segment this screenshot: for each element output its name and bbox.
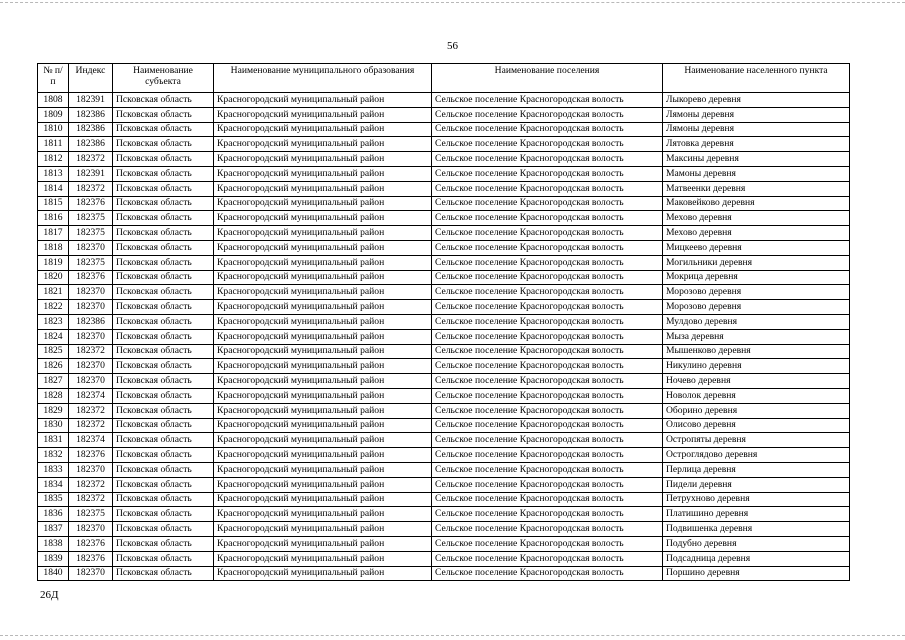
header-subject: Наименование субъекта — [113, 64, 214, 93]
cell-municipality: Красногородский муниципальный район — [214, 93, 432, 108]
cell-settlement: Сельское поселение Красногородская волость — [432, 196, 663, 211]
table-row — [38, 433, 850, 448]
cell-num: 1826 — [38, 359, 69, 374]
cell-locality: Поршино деревня — [663, 566, 850, 581]
header-index: Индекс — [69, 64, 113, 93]
cell-settlement: Сельское поселение Красногородская волость — [432, 388, 663, 403]
cell-settlement: Сельское поселение Красногородская волость — [432, 122, 663, 137]
cell-municipality: Красногородский муниципальный район — [214, 152, 432, 167]
cell-subject: Псковская область — [113, 211, 214, 226]
cell-settlement: Сельское поселение Красногородская волость — [432, 507, 663, 522]
cell-settlement: Сельское поселение Красногородская волость — [432, 433, 663, 448]
cell-subject: Псковская область — [113, 196, 214, 211]
locality-registry-table — [37, 63, 850, 581]
table-row — [38, 329, 850, 344]
cell-municipality: Красногородский муниципальный район — [214, 433, 432, 448]
cell-municipality: Красногородский муниципальный район — [214, 477, 432, 492]
cell-num: 1810 — [38, 122, 69, 137]
cell-index: 182372 — [69, 344, 113, 359]
cell-settlement: Сельское поселение Красногородская волость — [432, 359, 663, 374]
cell-index: 182375 — [69, 507, 113, 522]
cell-num: 1838 — [38, 536, 69, 551]
cell-index: 182370 — [69, 566, 113, 581]
cell-municipality: Красногородский муниципальный район — [214, 107, 432, 122]
table-row — [38, 359, 850, 374]
cell-locality: Остроглядово деревня — [663, 448, 850, 463]
header-municipality: Наименование муниципального образования — [214, 64, 432, 93]
cell-num: 1832 — [38, 448, 69, 463]
table-row — [38, 166, 850, 181]
cell-settlement: Сельское поселение Красногородская волость — [432, 314, 663, 329]
cell-municipality: Красногородский муниципальный район — [214, 448, 432, 463]
cell-subject: Псковская область — [113, 566, 214, 581]
cell-subject: Псковская область — [113, 448, 214, 463]
cell-settlement: Сельское поселение Красногородская волость — [432, 329, 663, 344]
cell-num: 1839 — [38, 551, 69, 566]
cell-index: 182372 — [69, 403, 113, 418]
cell-municipality: Красногородский муниципальный район — [214, 507, 432, 522]
table-row — [38, 226, 850, 241]
cell-index: 182370 — [69, 329, 113, 344]
table-row — [38, 270, 850, 285]
cell-num: 1830 — [38, 418, 69, 433]
cell-index: 182372 — [69, 418, 113, 433]
cell-subject: Псковская область — [113, 388, 214, 403]
cell-index: 182372 — [69, 492, 113, 507]
cell-municipality: Красногородский муниципальный район — [214, 300, 432, 315]
cell-locality: Платишино деревня — [663, 507, 850, 522]
cell-municipality: Красногородский муниципальный район — [214, 181, 432, 196]
cell-municipality: Красногородский муниципальный район — [214, 566, 432, 581]
cell-municipality: Красногородский муниципальный район — [214, 166, 432, 181]
cell-num: 1808 — [38, 93, 69, 108]
cell-subject: Псковская область — [113, 492, 214, 507]
header-row — [38, 64, 850, 93]
cell-subject: Псковская область — [113, 122, 214, 137]
cell-index: 182370 — [69, 462, 113, 477]
cell-num: 1823 — [38, 314, 69, 329]
page-number: 56 — [447, 40, 458, 52]
cell-subject: Псковская область — [113, 374, 214, 389]
cell-settlement: Сельское поселение Красногородская волость — [432, 152, 663, 167]
cell-subject: Псковская область — [113, 314, 214, 329]
cell-subject: Псковская область — [113, 344, 214, 359]
cell-locality: Петрухново деревня — [663, 492, 850, 507]
cell-subject: Псковская область — [113, 477, 214, 492]
cell-index: 182386 — [69, 122, 113, 137]
cell-settlement: Сельское поселение Красногородская волость — [432, 551, 663, 566]
cell-subject: Псковская область — [113, 433, 214, 448]
cell-locality: Мехово деревня — [663, 226, 850, 241]
cell-num: 1809 — [38, 107, 69, 122]
table-row — [38, 314, 850, 329]
cell-num: 1825 — [38, 344, 69, 359]
cell-settlement: Сельское поселение Красногородская волость — [432, 374, 663, 389]
cell-index: 182374 — [69, 433, 113, 448]
table-row — [38, 122, 850, 137]
cell-municipality: Красногородский муниципальный район — [214, 492, 432, 507]
cell-settlement: Сельское поселение Красногородская волость — [432, 403, 663, 418]
table-row — [38, 388, 850, 403]
cell-subject: Псковская область — [113, 137, 214, 152]
cell-num: 1815 — [38, 196, 69, 211]
cell-municipality: Красногородский муниципальный район — [214, 226, 432, 241]
cell-num: 1836 — [38, 507, 69, 522]
table-row — [38, 93, 850, 108]
cell-municipality: Красногородский муниципальный район — [214, 359, 432, 374]
cell-municipality: Красногородский муниципальный район — [214, 137, 432, 152]
cell-locality: Морозово деревня — [663, 285, 850, 300]
cell-locality: Мыза деревня — [663, 329, 850, 344]
cell-index: 182374 — [69, 388, 113, 403]
table-row — [38, 374, 850, 389]
cell-locality: Лямоны деревня — [663, 107, 850, 122]
cell-index: 182375 — [69, 255, 113, 270]
cell-locality: Перлица деревня — [663, 462, 850, 477]
table-row — [38, 462, 850, 477]
cell-index: 182372 — [69, 181, 113, 196]
cell-index: 182375 — [69, 226, 113, 241]
cell-index: 182370 — [69, 240, 113, 255]
cell-index: 182391 — [69, 166, 113, 181]
table-row — [38, 536, 850, 551]
cell-subject: Псковская область — [113, 152, 214, 167]
cell-locality: Новолок деревня — [663, 388, 850, 403]
cell-num: 1818 — [38, 240, 69, 255]
cell-subject: Псковская область — [113, 462, 214, 477]
cell-municipality: Красногородский муниципальный район — [214, 122, 432, 137]
table-row — [38, 344, 850, 359]
cell-index: 182376 — [69, 196, 113, 211]
cell-locality: Пидели деревня — [663, 477, 850, 492]
cell-locality: Ночево деревня — [663, 374, 850, 389]
cell-subject: Псковская область — [113, 418, 214, 433]
cell-num: 1824 — [38, 329, 69, 344]
cell-index: 182386 — [69, 314, 113, 329]
cell-municipality: Красногородский муниципальный район — [214, 255, 432, 270]
cell-settlement: Сельское поселение Красногородская волость — [432, 137, 663, 152]
cell-index: 182370 — [69, 359, 113, 374]
table-row — [38, 107, 850, 122]
cell-num: 1828 — [38, 388, 69, 403]
cell-locality: Остропяты деревня — [663, 433, 850, 448]
cell-locality: Мехово деревня — [663, 211, 850, 226]
table-row — [38, 507, 850, 522]
cell-subject: Псковская область — [113, 166, 214, 181]
cell-settlement: Сельское поселение Красногородская волость — [432, 344, 663, 359]
cell-subject: Псковская область — [113, 255, 214, 270]
cell-subject: Псковская область — [113, 536, 214, 551]
cell-municipality: Красногородский муниципальный район — [214, 462, 432, 477]
cell-settlement: Сельское поселение Красногородская волость — [432, 255, 663, 270]
cell-subject: Псковская область — [113, 226, 214, 241]
cell-locality: Мулдово деревня — [663, 314, 850, 329]
cell-settlement: Сельское поселение Красногородская волость — [432, 211, 663, 226]
cell-settlement: Сельское поселение Красногородская волость — [432, 566, 663, 581]
table-body — [38, 93, 850, 581]
cell-locality: Никулино деревня — [663, 359, 850, 374]
cell-num: 1814 — [38, 181, 69, 196]
cell-locality: Матвеенки деревня — [663, 181, 850, 196]
cell-subject: Псковская область — [113, 240, 214, 255]
footer-code: 26Д — [40, 589, 59, 601]
cell-num: 1820 — [38, 270, 69, 285]
cell-locality: Могильники деревня — [663, 255, 850, 270]
header-settlement: Наименование поселения — [432, 64, 663, 93]
table-row — [38, 300, 850, 315]
table-row — [38, 211, 850, 226]
cell-municipality: Красногородский муниципальный район — [214, 388, 432, 403]
scan-edge-top — [0, 2, 905, 4]
cell-locality: Подубно деревня — [663, 536, 850, 551]
cell-settlement: Сельское поселение Красногородская волость — [432, 270, 663, 285]
cell-num: 1816 — [38, 211, 69, 226]
cell-municipality: Красногородский муниципальный район — [214, 418, 432, 433]
cell-num: 1834 — [38, 477, 69, 492]
cell-municipality: Красногородский муниципальный район — [214, 211, 432, 226]
cell-subject: Псковская область — [113, 270, 214, 285]
cell-subject: Псковская область — [113, 507, 214, 522]
cell-index: 182376 — [69, 448, 113, 463]
table-row — [38, 448, 850, 463]
cell-num: 1829 — [38, 403, 69, 418]
cell-municipality: Красногородский муниципальный район — [214, 551, 432, 566]
cell-locality: Максины деревня — [663, 152, 850, 167]
cell-num: 1837 — [38, 522, 69, 537]
cell-subject: Псковская область — [113, 329, 214, 344]
cell-num: 1822 — [38, 300, 69, 315]
cell-subject: Псковская область — [113, 107, 214, 122]
cell-settlement: Сельское поселение Красногородская волость — [432, 181, 663, 196]
cell-index: 182372 — [69, 477, 113, 492]
cell-locality: Олисово деревня — [663, 418, 850, 433]
cell-subject: Псковская область — [113, 359, 214, 374]
cell-settlement: Сельское поселение Красногородская волость — [432, 166, 663, 181]
table-row — [38, 255, 850, 270]
cell-num: 1819 — [38, 255, 69, 270]
cell-index: 182376 — [69, 270, 113, 285]
cell-index: 182391 — [69, 93, 113, 108]
cell-municipality: Красногородский муниципальный район — [214, 314, 432, 329]
cell-num: 1813 — [38, 166, 69, 181]
table-row — [38, 240, 850, 255]
cell-municipality: Красногородский муниципальный район — [214, 270, 432, 285]
cell-locality: Подсадница деревня — [663, 551, 850, 566]
cell-num: 1835 — [38, 492, 69, 507]
cell-subject: Псковская область — [113, 181, 214, 196]
cell-locality: Мокрица деревня — [663, 270, 850, 285]
cell-index: 182376 — [69, 551, 113, 566]
cell-locality: Лямоны деревня — [663, 122, 850, 137]
table-row — [38, 285, 850, 300]
cell-settlement: Сельское поселение Красногородская волость — [432, 107, 663, 122]
cell-settlement: Сельское поселение Красногородская волость — [432, 285, 663, 300]
cell-municipality: Красногородский муниципальный район — [214, 344, 432, 359]
cell-index: 182372 — [69, 152, 113, 167]
cell-index: 182376 — [69, 536, 113, 551]
cell-settlement: Сельское поселение Красногородская волость — [432, 492, 663, 507]
table-row — [38, 152, 850, 167]
cell-locality: Лятовка деревня — [663, 137, 850, 152]
cell-settlement: Сельское поселение Красногородская волость — [432, 93, 663, 108]
cell-subject: Псковская область — [113, 285, 214, 300]
scan-edge-bottom — [0, 635, 905, 637]
cell-subject: Псковская область — [113, 93, 214, 108]
cell-num: 1833 — [38, 462, 69, 477]
cell-locality: Мышенково деревня — [663, 344, 850, 359]
cell-municipality: Красногородский муниципальный район — [214, 536, 432, 551]
table-row — [38, 181, 850, 196]
cell-settlement: Сельское поселение Красногородская волость — [432, 477, 663, 492]
cell-locality: Маковейково деревня — [663, 196, 850, 211]
cell-settlement: Сельское поселение Красногородская волость — [432, 418, 663, 433]
cell-subject: Псковская область — [113, 300, 214, 315]
cell-settlement: Сельское поселение Красногородская волость — [432, 448, 663, 463]
cell-settlement: Сельское поселение Красногородская волость — [432, 240, 663, 255]
cell-settlement: Сельское поселение Красногородская волость — [432, 300, 663, 315]
cell-num: 1827 — [38, 374, 69, 389]
cell-subject: Псковская область — [113, 522, 214, 537]
cell-locality: Подвишенка деревня — [663, 522, 850, 537]
table-row — [38, 196, 850, 211]
cell-municipality: Красногородский муниципальный район — [214, 403, 432, 418]
header-locality: Наименование населенного пункта — [663, 64, 850, 93]
cell-num: 1811 — [38, 137, 69, 152]
cell-municipality: Красногородский муниципальный район — [214, 329, 432, 344]
cell-settlement: Сельское поселение Красногородская волость — [432, 536, 663, 551]
cell-index: 182386 — [69, 137, 113, 152]
table-row — [38, 418, 850, 433]
cell-num: 1831 — [38, 433, 69, 448]
header-num: № п/п — [38, 64, 69, 93]
cell-num: 1817 — [38, 226, 69, 241]
cell-index: 182370 — [69, 285, 113, 300]
cell-locality: Оборино деревня — [663, 403, 850, 418]
cell-settlement: Сельское поселение Красногородская волость — [432, 226, 663, 241]
cell-municipality: Красногородский муниципальный район — [214, 285, 432, 300]
cell-municipality: Красногородский муниципальный район — [214, 374, 432, 389]
table-row — [38, 137, 850, 152]
cell-locality: Мицкеево деревня — [663, 240, 850, 255]
cell-settlement: Сельское поселение Красногородская волость — [432, 522, 663, 537]
cell-subject: Псковская область — [113, 551, 214, 566]
table-row — [38, 551, 850, 566]
table-header — [38, 64, 850, 93]
table-row — [38, 492, 850, 507]
cell-index: 182370 — [69, 522, 113, 537]
cell-num: 1821 — [38, 285, 69, 300]
table-row — [38, 403, 850, 418]
cell-locality: Мамоны деревня — [663, 166, 850, 181]
cell-settlement: Сельское поселение Красногородская волость — [432, 462, 663, 477]
cell-subject: Псковская область — [113, 403, 214, 418]
cell-locality: Лыкорево деревня — [663, 93, 850, 108]
cell-num: 1812 — [38, 152, 69, 167]
cell-index: 182370 — [69, 300, 113, 315]
table-row — [38, 566, 850, 581]
cell-num: 1840 — [38, 566, 69, 581]
table-row — [38, 477, 850, 492]
cell-index: 182386 — [69, 107, 113, 122]
cell-locality: Морозово деревня — [663, 300, 850, 315]
cell-municipality: Красногородский муниципальный район — [214, 522, 432, 537]
cell-index: 182370 — [69, 374, 113, 389]
cell-index: 182375 — [69, 211, 113, 226]
table-row — [38, 522, 850, 537]
cell-municipality: Красногородский муниципальный район — [214, 240, 432, 255]
cell-municipality: Красногородский муниципальный район — [214, 196, 432, 211]
